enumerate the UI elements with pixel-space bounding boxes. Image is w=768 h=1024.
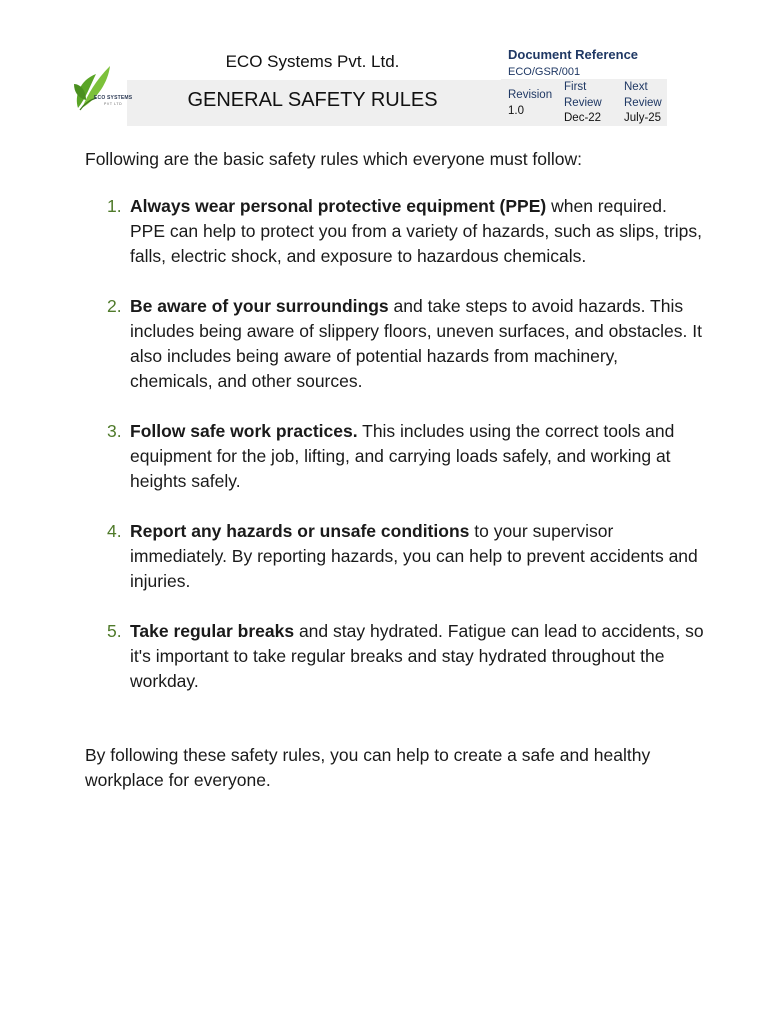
revision-cell [508, 88, 552, 119]
first-review-cell [564, 80, 602, 127]
rule-text: and take steps to avoid hazards. This includes being aware of slippery floors, uneven surfaces, and obstacles. It also includes being aware of potential hazards from machinery, chemicals, and other sources. [130, 296, 702, 391]
rule-item [85, 294, 705, 394]
rule-text: and stay hydrated. Fatigue can lead to accidents, so it's important to take regular breaks and stay hydrated throughout the workday. [130, 621, 704, 691]
safety-rules-list [85, 194, 705, 719]
rule-item [85, 519, 705, 594]
rule-heading: Follow safe work practices. [130, 421, 358, 441]
rule-text: This includes using the correct tools and equipment for the job, lifting, and carrying loads safely, and working at heights safely. [130, 421, 675, 491]
revision-label: Revision [508, 89, 553, 101]
logo-subtext: PVT LTD [104, 102, 123, 106]
intro-paragraph: Following are the basic safety rules which everyone must follow: [85, 149, 583, 169]
rule-number: 3. [107, 421, 122, 441]
rule-item [85, 194, 705, 269]
eco-leaf-logo [70, 58, 134, 116]
rule-heading: Take regular breaks [130, 621, 295, 641]
rule-heading: Be aware of your surroundings [130, 296, 389, 316]
rule-text: when required. PPE can help to protect you from a variety of hazards, such as slips, trips, falls, electric shock, and exposure to hazardous chemicals. [130, 196, 702, 266]
rule-item [85, 419, 705, 494]
closing-paragraph: By following these safety rules, you can help to create a safe and healthy workplace for everyone. [85, 745, 651, 790]
doc-reference-label: Document Reference [508, 47, 639, 62]
document-title: GENERAL SAFETY RULES [187, 89, 438, 111]
first-review-value: Dec-22 [564, 112, 602, 124]
doc-reference-code: ECO/GSR/001 [508, 66, 581, 78]
rule-number: 2. [107, 296, 122, 316]
next-review-label-1: Next [624, 81, 648, 93]
rule-text: to your supervisor immediately. By reporting hazards, you can help to prevent accidents and injuries. [130, 521, 698, 591]
company-name: ECO Systems Pvt. Ltd. [225, 52, 400, 71]
next-review-value: July-25 [624, 112, 662, 124]
rule-number: 4. [107, 521, 122, 541]
rule-heading: Report any hazards or unsafe conditions [130, 521, 470, 541]
rule-number: 1. [107, 196, 122, 216]
rule-heading: Always wear personal protective equipment (PPE) [130, 196, 547, 216]
next-review-cell [624, 80, 662, 127]
first-review-label-1: First [564, 81, 587, 93]
rule-item [85, 619, 705, 694]
first-review-label-2: Review [564, 96, 602, 109]
next-review-label-2: Review [624, 96, 662, 109]
logo-wordmark: ECO SYSTEMS [94, 95, 133, 101]
rule-number: 5. [107, 621, 122, 641]
revision-value: 1.0 [508, 104, 524, 117]
